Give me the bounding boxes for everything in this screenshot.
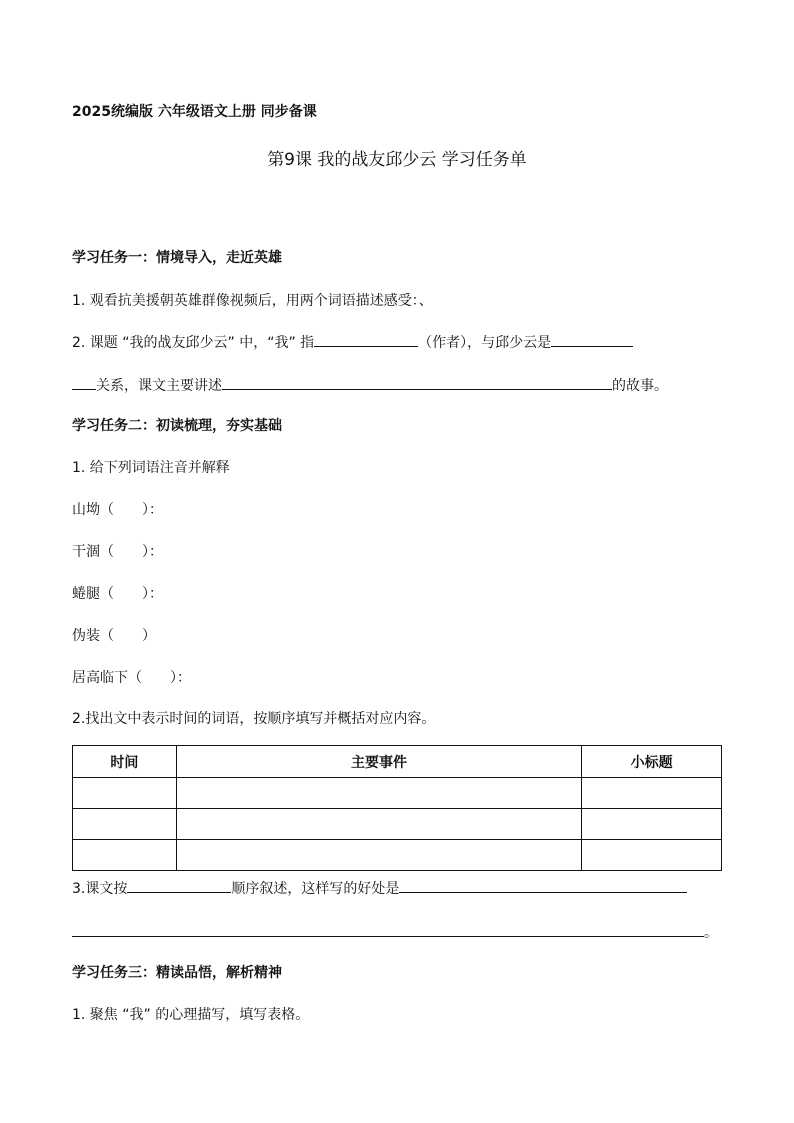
blank-relation-a[interactable] (551, 332, 633, 347)
word-item: 山坳（ ）： (72, 502, 163, 518)
task2-question-3-line1 (72, 878, 687, 899)
blank-benefit-b[interactable] (72, 922, 704, 937)
task1-question-2-line2 (72, 375, 668, 396)
table-cell[interactable] (582, 778, 722, 809)
q2-text-b: （作者），与邱少云是 (418, 335, 552, 351)
table-row (73, 840, 722, 871)
q3-text-a: 3.课文按 (72, 881, 128, 897)
word-item: 伪装（ ） (72, 628, 156, 644)
table-cell[interactable] (73, 778, 177, 809)
header-time: 时间 (73, 746, 177, 778)
table-cell[interactable] (176, 840, 581, 871)
table-header-row (73, 746, 722, 778)
table-cell[interactable] (176, 809, 581, 840)
blank-relation-b[interactable] (72, 375, 96, 390)
blank-author[interactable] (314, 332, 418, 347)
word-item: 干涸（ ）： (72, 544, 163, 560)
task1-question-1: 1. 观看抗美援朝英雄群像视频后，用两个词语描述感受：、 (72, 293, 433, 309)
q3-end: 。 (704, 925, 718, 941)
task1-question-2-line1 (72, 332, 633, 353)
task2-question-3-line2 (72, 922, 718, 943)
table-cell[interactable] (582, 840, 722, 871)
q2-text-c: 关系，课文主要讲述 (96, 378, 222, 394)
task3-question-1: 1. 聚焦 “我” 的心理描写，填写表格。 (72, 1007, 310, 1023)
table-cell[interactable] (176, 778, 581, 809)
blank-benefit-a[interactable] (399, 878, 687, 893)
table-cell[interactable] (73, 809, 177, 840)
task2-question-1: 1. 给下列词语注音并解释 (72, 460, 230, 476)
series-header: 2025统编版 六年级语文上册 同步备课 (72, 104, 317, 120)
table-row (73, 809, 722, 840)
task1-heading: 学习任务一：情境导入，走近英雄 (72, 250, 282, 266)
task2-heading: 学习任务二：初读梳理，夯实基础 (72, 418, 282, 434)
header-event: 主要事件 (176, 746, 581, 778)
q3-text-b: 顺序叙述，这样写的好处是 (231, 881, 400, 897)
blank-order[interactable] (127, 878, 231, 893)
page-title: 第9课 我的战友邱少云 学习任务单 (267, 150, 527, 170)
word-item: 居高临下（ ）： (72, 670, 191, 686)
task3-heading: 学习任务三：精读品悟，解析精神 (72, 965, 282, 981)
q2-text-a: 2. 课题 “我的战友邱少云” 中，“我” 指 (72, 335, 315, 351)
header-subtitle: 小标题 (582, 746, 722, 778)
blank-story[interactable] (222, 375, 612, 390)
timeline-table (72, 745, 722, 871)
task2-question-2: 2.找出文中表示时间的词语，按顺序填写并概括对应内容。 (72, 711, 436, 727)
table-row (73, 778, 722, 809)
table-cell[interactable] (582, 809, 722, 840)
table-cell[interactable] (73, 840, 177, 871)
word-item: 蜷腿（ ）： (72, 586, 163, 602)
q2-text-d: 的故事。 (612, 378, 668, 394)
